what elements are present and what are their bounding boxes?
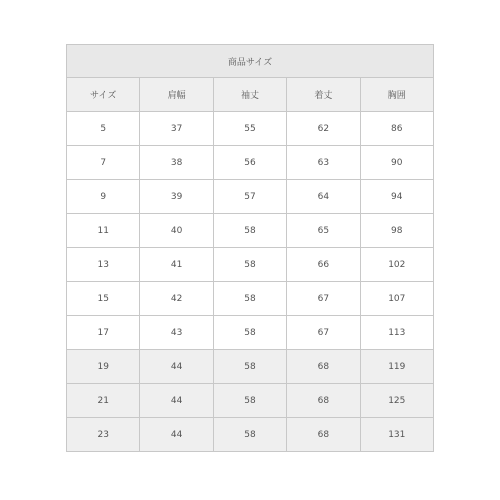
cell-size: 7 [67,146,140,180]
cell-body-length: 68 [287,350,360,384]
cell-size: 13 [67,248,140,282]
cell-size: 9 [67,180,140,214]
cell-size: 15 [67,282,140,316]
cell-chest: 102 [360,248,433,282]
header-chest: 胸囲 [360,78,433,112]
cell-sleeve-length: 58 [213,316,286,350]
cell-chest: 131 [360,418,433,452]
cell-sleeve-length: 56 [213,146,286,180]
cell-body-length: 64 [287,180,360,214]
header-sleeve-length: 袖丈 [213,78,286,112]
table-row [67,282,434,316]
cell-body-length: 67 [287,316,360,350]
cell-size: 23 [67,418,140,452]
header-size: サイズ [67,78,140,112]
cell-body-length: 68 [287,384,360,418]
cell-shoulder-width: 38 [140,146,213,180]
cell-sleeve-length: 58 [213,282,286,316]
cell-chest: 113 [360,316,433,350]
table-row [67,418,434,452]
table-row [67,180,434,214]
cell-sleeve-length: 58 [213,248,286,282]
table-row [67,112,434,146]
cell-size: 17 [67,316,140,350]
title-row [67,45,434,78]
cell-chest: 119 [360,350,433,384]
header-body-length: 着丈 [287,78,360,112]
cell-body-length: 67 [287,282,360,316]
cell-chest: 90 [360,146,433,180]
table-row [67,248,434,282]
cell-shoulder-width: 44 [140,350,213,384]
cell-shoulder-width: 40 [140,214,213,248]
cell-size: 5 [67,112,140,146]
cell-sleeve-length: 58 [213,350,286,384]
table-title: 商品サイズ [67,45,434,78]
cell-shoulder-width: 44 [140,418,213,452]
header-row [67,78,434,112]
cell-shoulder-width: 41 [140,248,213,282]
cell-body-length: 65 [287,214,360,248]
cell-shoulder-width: 37 [140,112,213,146]
cell-sleeve-length: 58 [213,384,286,418]
size-table [66,44,434,452]
cell-sleeve-length: 58 [213,418,286,452]
cell-chest: 94 [360,180,433,214]
cell-shoulder-width: 44 [140,384,213,418]
table-row [67,214,434,248]
cell-chest: 86 [360,112,433,146]
table-body [67,112,434,452]
cell-size: 21 [67,384,140,418]
cell-size: 11 [67,214,140,248]
cell-sleeve-length: 57 [213,180,286,214]
table-row [67,146,434,180]
cell-size: 19 [67,350,140,384]
cell-body-length: 63 [287,146,360,180]
cell-chest: 125 [360,384,433,418]
cell-sleeve-length: 58 [213,214,286,248]
table-row [67,384,434,418]
cell-shoulder-width: 39 [140,180,213,214]
cell-chest: 98 [360,214,433,248]
cell-shoulder-width: 42 [140,282,213,316]
header-shoulder-width: 肩幅 [140,78,213,112]
table-row [67,350,434,384]
table-row [67,316,434,350]
cell-sleeve-length: 55 [213,112,286,146]
cell-shoulder-width: 43 [140,316,213,350]
cell-body-length: 62 [287,112,360,146]
cell-body-length: 66 [287,248,360,282]
cell-body-length: 68 [287,418,360,452]
cell-chest: 107 [360,282,433,316]
